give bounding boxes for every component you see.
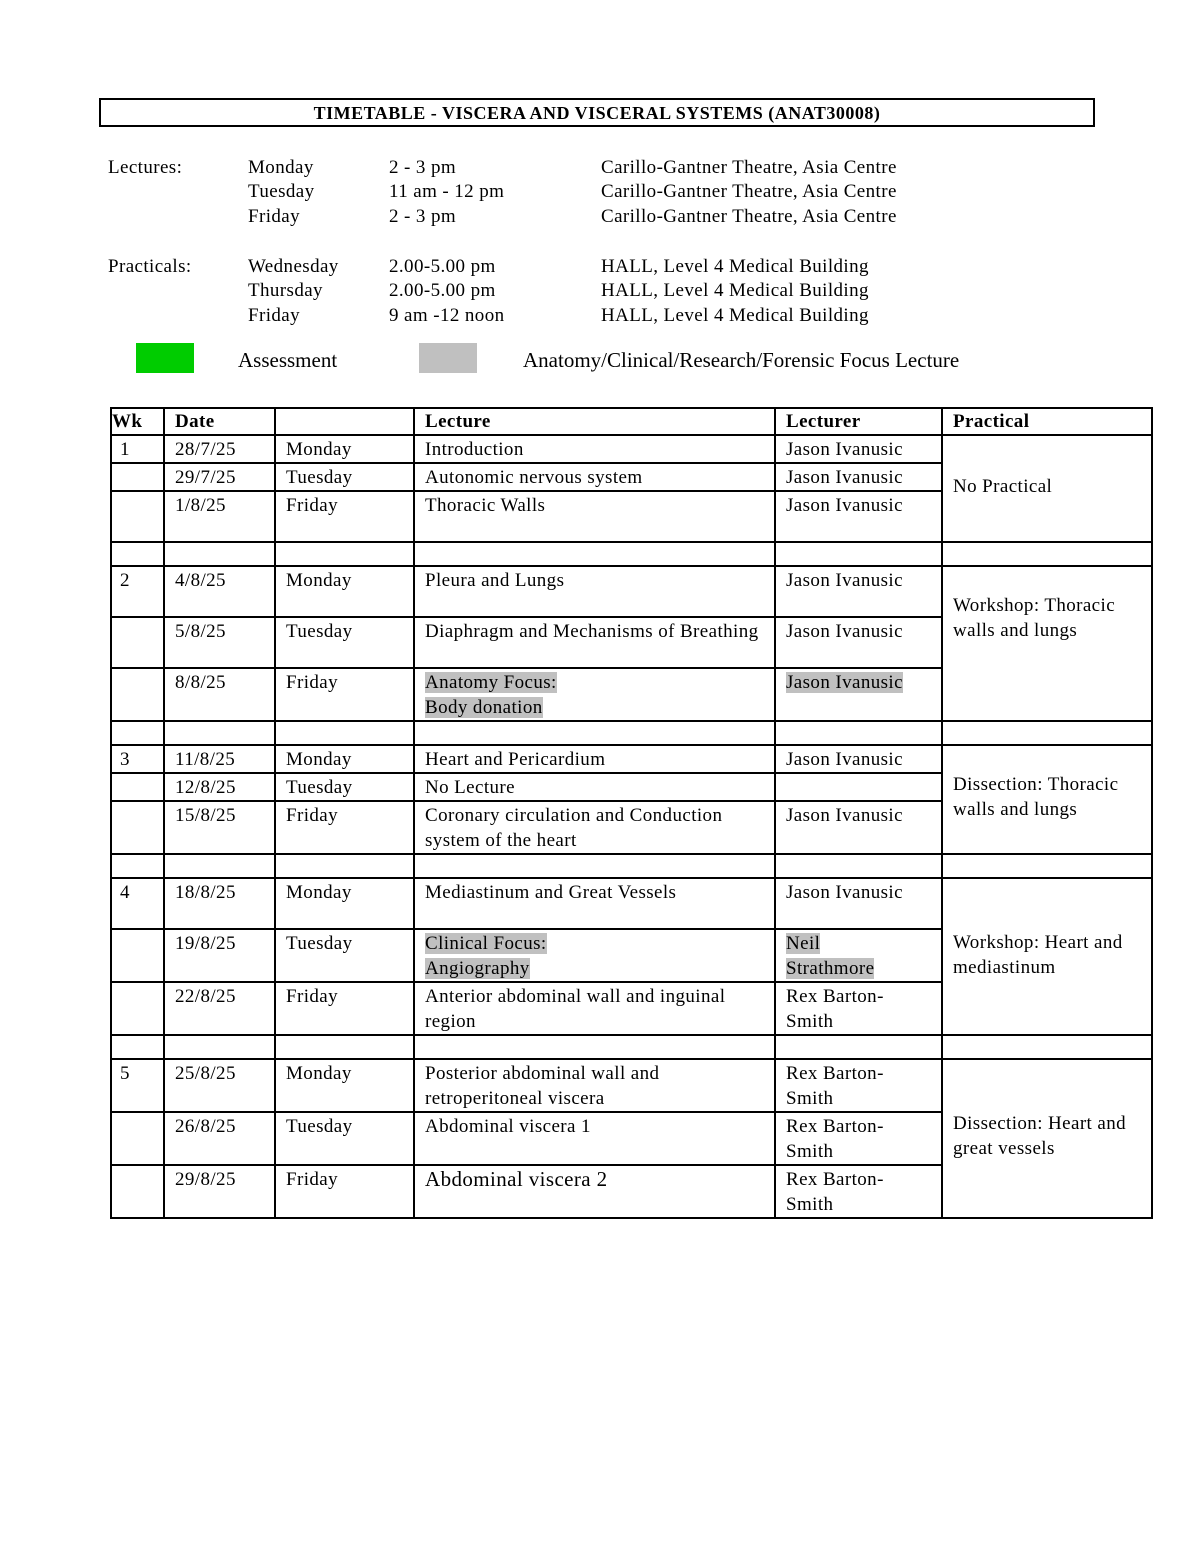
lecture-slot <box>248 179 1148 204</box>
slot-place: Carillo-Gantner Theatre, Asia Centre <box>601 181 897 202</box>
spacer-row <box>111 1035 1152 1059</box>
day-cell: Friday <box>275 982 414 1035</box>
lecturer-cell: Jason Ivanusic <box>775 801 942 854</box>
week-number <box>111 773 164 801</box>
lecture-cell: Anterior abdominal wall and inguinal region <box>414 982 775 1035</box>
lecturer-cell <box>775 773 942 801</box>
practical-slot <box>248 303 1148 328</box>
lecture-cell: Abdominal viscera 1 <box>414 1112 775 1165</box>
week-number <box>111 668 164 721</box>
lecture-slot <box>248 204 1148 229</box>
day-cell: Tuesday <box>275 929 414 982</box>
focus-lecturer-last: Strathmore <box>786 958 875 979</box>
focus-lecturer-first: Neil <box>786 933 821 954</box>
lecturer-cell: Jason Ivanusic <box>775 463 942 491</box>
header-date: Date <box>164 408 275 435</box>
slot-place: Carillo-Gantner Theatre, Asia Centre <box>601 206 897 227</box>
day-cell: Monday <box>275 435 414 463</box>
week-number: 4 <box>111 878 164 929</box>
header-lecture: Lecture <box>414 408 775 435</box>
spacer-row <box>111 854 1152 878</box>
week-number <box>111 1165 164 1218</box>
slot-day: Friday <box>248 305 301 326</box>
date-cell: 26/8/25 <box>164 1112 275 1165</box>
lecturer-cell: Jason Ivanusic <box>775 491 942 542</box>
lectures-schedule <box>108 155 1108 230</box>
slot-time: 2 - 3 pm <box>389 157 457 178</box>
focus-label: Anatomy Focus: <box>425 672 557 693</box>
focus-lecture-legend-label: Anatomy/Clinical/Research/Forensic Focus Lecture <box>523 348 960 372</box>
week-number <box>111 1112 164 1165</box>
day-cell: Tuesday <box>275 773 414 801</box>
focus-topic: Body donation <box>425 697 543 718</box>
lecturer-cell: Jason Ivanusic <box>775 745 942 773</box>
date-cell: 22/8/25 <box>164 982 275 1035</box>
day-cell: Monday <box>275 1059 414 1112</box>
slot-time: 2.00-5.00 pm <box>389 256 496 277</box>
table-row <box>111 878 1152 929</box>
day-cell: Friday <box>275 801 414 854</box>
practical-cell: Workshop: Heart and mediastinum <box>942 878 1152 1035</box>
slot-time: 11 am - 12 pm <box>389 181 505 202</box>
lecture-cell: Introduction <box>414 435 775 463</box>
week-number <box>111 463 164 491</box>
date-cell: 15/8/25 <box>164 801 275 854</box>
week-number <box>111 929 164 982</box>
practical-cell: No Practical <box>942 435 1152 542</box>
spacer-row <box>111 542 1152 566</box>
focus-lecture-cell <box>414 668 775 721</box>
header-wk: Wk <box>111 408 164 435</box>
spacer-row <box>111 721 1152 745</box>
focus-lecturer: Jason Ivanusic <box>786 672 903 693</box>
focus-lecture-swatch <box>419 343 477 373</box>
table-row <box>111 745 1152 773</box>
practical-cell: Dissection: Thoracic walls and lungs <box>942 745 1152 854</box>
lecturer-cell <box>775 929 942 982</box>
practicals-label: Practicals: <box>108 256 192 277</box>
slot-time: 2 - 3 pm <box>389 206 457 227</box>
week-number <box>111 617 164 668</box>
slot-day: Wednesday <box>248 256 339 277</box>
focus-label: Clinical Focus: <box>425 933 547 954</box>
week-number: 3 <box>111 745 164 773</box>
lecturer-cell: Jason Ivanusic <box>775 435 942 463</box>
day-cell: Friday <box>275 491 414 542</box>
week-number: 1 <box>111 435 164 463</box>
practicals-schedule <box>108 254 1108 329</box>
slot-place: HALL, Level 4 Medical Building <box>601 256 869 277</box>
slot-day: Friday <box>248 206 301 227</box>
slot-place: Carillo-Gantner Theatre, Asia Centre <box>601 157 897 178</box>
week-number <box>111 491 164 542</box>
practical-cell: Dissection: Heart and great vessels <box>942 1059 1152 1218</box>
legend <box>0 343 1200 375</box>
date-cell: 25/8/25 <box>164 1059 275 1112</box>
lecture-cell: Autonomic nervous system <box>414 463 775 491</box>
table-row <box>111 1059 1152 1112</box>
date-cell: 29/8/25 <box>164 1165 275 1218</box>
header-day <box>275 408 414 435</box>
day-cell: Monday <box>275 566 414 617</box>
slot-day: Thursday <box>248 280 323 301</box>
day-cell: Friday <box>275 668 414 721</box>
lecturer-cell: Jason Ivanusic <box>775 878 942 929</box>
slot-day: Monday <box>248 157 314 178</box>
date-cell: 29/7/25 <box>164 463 275 491</box>
practical-slot <box>248 278 1148 303</box>
lecture-cell: Diaphragm and Mechanisms of Breathing <box>414 617 775 668</box>
day-cell: Friday <box>275 1165 414 1218</box>
date-cell: 8/8/25 <box>164 668 275 721</box>
lecture-cell: Coronary circulation and Conduction system of the heart <box>414 801 775 854</box>
focus-topic: Angiography <box>425 958 530 979</box>
table-row <box>111 566 1152 617</box>
lecturer-cell: Rex Barton-Smith <box>775 1112 942 1165</box>
slot-day: Tuesday <box>248 181 315 202</box>
week-number: 2 <box>111 566 164 617</box>
page-title: TIMETABLE - VISCERA AND VISCERAL SYSTEMS (ANAT30008) <box>99 98 1095 127</box>
date-cell: 1/8/25 <box>164 491 275 542</box>
lecture-cell: No Lecture <box>414 773 775 801</box>
lecture-cell: Pleura and Lungs <box>414 566 775 617</box>
assessment-legend-label: Assessment <box>238 348 338 372</box>
week-number <box>111 801 164 854</box>
lecturer-cell: Jason Ivanusic <box>775 566 942 617</box>
lecture-cell: Thoracic Walls <box>414 491 775 542</box>
day-cell: Monday <box>275 878 414 929</box>
lecture-slot <box>248 155 1148 180</box>
table-header-row <box>111 408 1152 435</box>
lecturer-cell: Rex Barton-Smith <box>775 1059 942 1112</box>
timetable <box>110 407 1153 1219</box>
date-cell: 11/8/25 <box>164 745 275 773</box>
slot-place: HALL, Level 4 Medical Building <box>601 280 869 301</box>
header-practical: Practical <box>942 408 1152 435</box>
slot-time: 9 am -12 noon <box>389 305 505 326</box>
day-cell: Tuesday <box>275 617 414 668</box>
lectures-label: Lectures: <box>108 157 183 178</box>
focus-lecture-cell <box>414 929 775 982</box>
day-cell: Monday <box>275 745 414 773</box>
table-row <box>111 435 1152 463</box>
lecture-cell: Heart and Pericardium <box>414 745 775 773</box>
lecturer-cell: Jason Ivanusic <box>775 617 942 668</box>
lecture-cell: Abdominal viscera 2 <box>414 1165 775 1218</box>
lecturer-cell <box>775 668 942 721</box>
date-cell: 28/7/25 <box>164 435 275 463</box>
week-number: 5 <box>111 1059 164 1112</box>
date-cell: 12/8/25 <box>164 773 275 801</box>
day-cell: Tuesday <box>275 463 414 491</box>
lecturer-cell: Rex Barton-Smith <box>775 982 942 1035</box>
week-number <box>111 982 164 1035</box>
header-lecturer: Lecturer <box>775 408 942 435</box>
lecturer-cell: Rex Barton-Smith <box>775 1165 942 1218</box>
assessment-swatch <box>136 343 194 373</box>
slot-time: 2.00-5.00 pm <box>389 280 496 301</box>
lecture-cell: Posterior abdominal wall and retroperitoneal viscera <box>414 1059 775 1112</box>
slot-place: HALL, Level 4 Medical Building <box>601 305 869 326</box>
date-cell: 5/8/25 <box>164 617 275 668</box>
date-cell: 19/8/25 <box>164 929 275 982</box>
practical-slot <box>248 254 1148 279</box>
day-cell: Tuesday <box>275 1112 414 1165</box>
date-cell: 4/8/25 <box>164 566 275 617</box>
date-cell: 18/8/25 <box>164 878 275 929</box>
practical-cell: Workshop: Thoracic walls and lungs <box>942 566 1152 721</box>
lecture-cell: Mediastinum and Great Vessels <box>414 878 775 929</box>
